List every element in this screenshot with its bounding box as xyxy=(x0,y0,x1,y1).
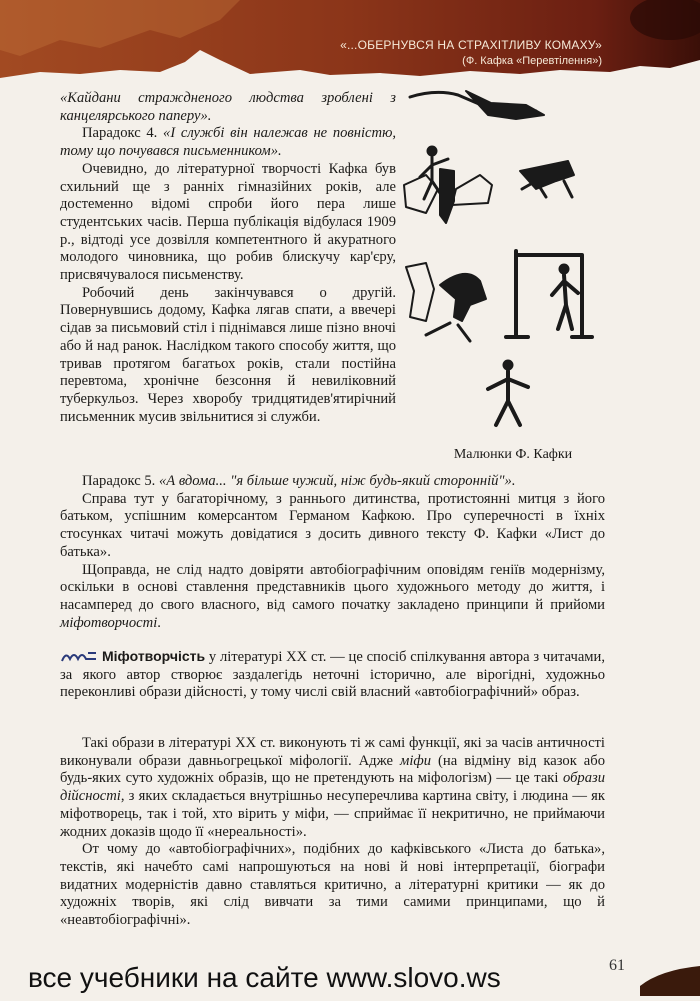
paragraph: Очевидно, до літературної творчості Кафка був схильний ще з ранніх гімназійних років, але достеменно відомі спроби його пера лише студентських часів. Перша публікація відбулася 1909 р., відтоді усе дозвілля компетентного й акуратного молодого чиновника, що робив блискучу кар'єру, присвячувалося письменству. xyxy=(60,160,396,284)
footer-watermark-text: все учебники на сайте www.slovo.ws xyxy=(28,962,501,993)
paragraph: Робочий день закінчувався о другій. Повернувшись додому, Кафка лягав спати, а ввечері сідав за письмовий стіл і піднімався лише пізно вночі або й над ранок. Наслідком такого способу життя, що тривав протягом багатьох років, стали постійна перевтома, хронічне безсоння й невиліковний туберкульоз. Через хворобу тридцятидев'ятирічний письменник мусив звільнитися зі служби. xyxy=(60,284,396,425)
definition-text: у літературі XX ст. — це спосіб спілкування автора з читачами, за якого автор створює заздалегідь неточні історично, але вірогідні, художньо переконливі образи дійсності, у тому числі свій власний «автобіографічний» образ. xyxy=(60,649,605,701)
chapter-subtitle: (Ф. Кафка «Перевтілення») xyxy=(462,55,602,67)
quote-paragraph: «Кайдани страждненого людства зроблені з канцелярського паперу». xyxy=(60,90,396,124)
chapter-title: «...ОБЕРНУВСЯ НА СТРАХІТЛИВУ КОМАХУ» xyxy=(340,38,602,52)
kafka-drawings xyxy=(396,85,606,440)
definition-block xyxy=(60,648,605,702)
page-number: 61 xyxy=(609,957,625,974)
paragraph: Справа тут у багаторічному, з раннього дитинства, протистоянні митця з його батьком, успішним комерсантом Германом Кафкою. Про суперечності в їхніх стосунках читачі можуть довідатися з досить дивного тексту Ф. Кафки «Лист до батька». xyxy=(60,490,605,560)
paradox-4: Парадокс 4. «І службі він належав не повністю, тому що почувався письменником». xyxy=(60,125,397,160)
full-width-text xyxy=(60,473,605,632)
paragraph: Такі образи в літературі XX ст. виконують ті ж самі функції, які за часів античності виконували образи давньогрецької міфології. Адже міфи (на відміну від казок або будь-яких суто художніх образів, що не претендують на міфологізм) — це такі образи дійсності, з яких складається внутрішньо несуперечлива картина світу, і людина — як міфотворець, так і той, хто вірить у міфи, — сприймає її некритично, не приймаючи жодних доказів щодо її «нереальності». xyxy=(60,735,606,840)
header-banner xyxy=(0,0,700,82)
definition-icon xyxy=(60,649,98,663)
left-column-text xyxy=(60,90,396,426)
paragraph: Щоправда, не слід надто довіряти автобіографічним оповідям геніїв модернізму, оскільки в основі ставлення представників цього художнього методу до життя, і насамперед до свого власного, від самого початку закладено принципи й прийоми міфотворчості. xyxy=(60,561,605,631)
page-corner-decoration xyxy=(640,962,700,996)
paradox-5: Парадокс 5. «А вдома... "я більше чужий, ніж будь-який сторонній"». xyxy=(82,473,516,489)
after-text xyxy=(60,735,605,930)
kafka-drawings-illustration xyxy=(396,85,606,440)
definition-term: Міфотворчість xyxy=(102,648,206,664)
paragraph: От чому до «автобіографічних», подібних до кафківського «Листа до батька», текстів, які начебто самі напрошуються на нові й нові інтерпретації, біографи видатних модерністів давно ставляться критично, а літературні критики — як до художніх творів, які слід вивчати за тими самими принципами, що й «неавтобіографічні». xyxy=(60,841,605,929)
figure-caption: Малюнки Ф. Кафки xyxy=(453,447,573,462)
footer xyxy=(0,960,700,1000)
